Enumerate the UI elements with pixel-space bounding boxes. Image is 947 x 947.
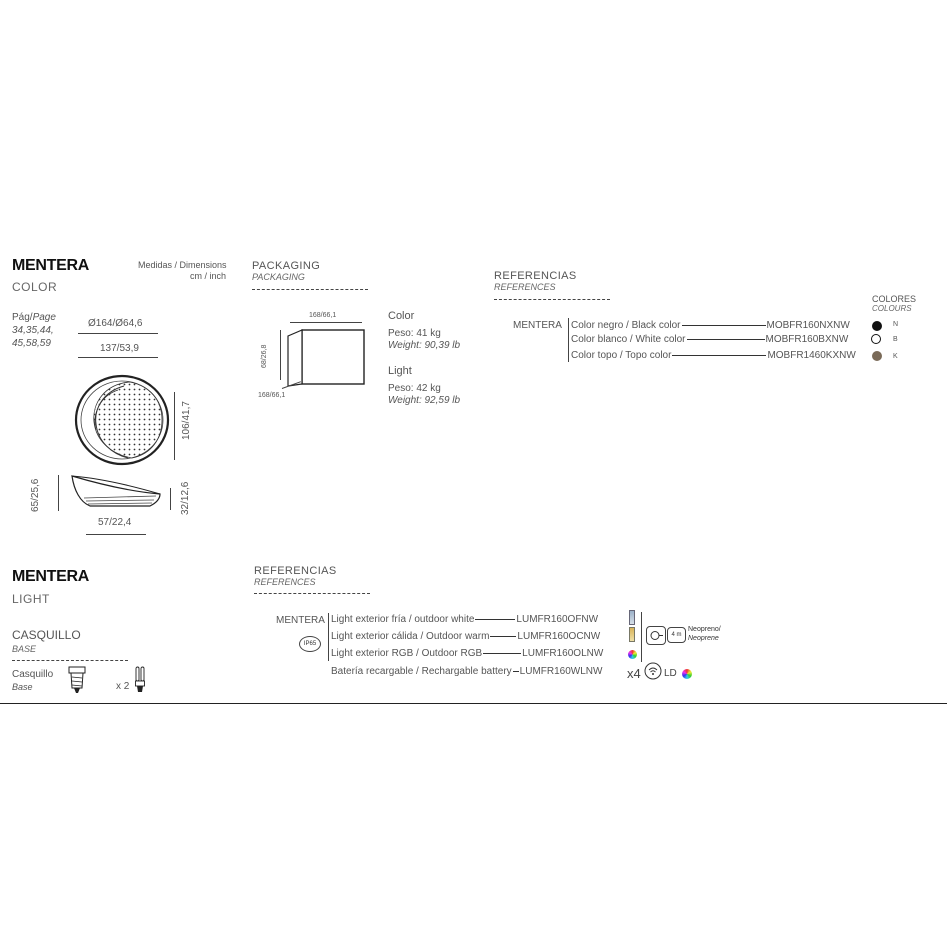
color-ref-label: Color blanco / White color bbox=[571, 334, 686, 345]
leader-line bbox=[682, 325, 766, 326]
dim-diameter-line bbox=[78, 333, 158, 334]
base-header-en: BASE bbox=[12, 644, 37, 654]
dim-width-line bbox=[78, 357, 158, 358]
light-refs-model: MENTERA bbox=[276, 615, 325, 626]
light-refs-bracket bbox=[328, 613, 329, 661]
color-refs-divider bbox=[494, 299, 610, 300]
page-ref-line2: 45,58,59 bbox=[12, 338, 51, 349]
plug-icon bbox=[647, 627, 665, 644]
light-ref-label: Batería recargable / Rechargable battery bbox=[331, 666, 512, 677]
page-label-es: Pág/ bbox=[12, 312, 33, 323]
color-refs-bracket bbox=[568, 318, 569, 362]
rgb-light-icon bbox=[628, 650, 637, 659]
light-ref-row bbox=[331, 631, 600, 642]
packaging-header: PACKAGING bbox=[252, 260, 321, 272]
base-label: Casquillo bbox=[12, 669, 54, 680]
box-top-dim-line bbox=[290, 322, 362, 323]
dim-depth: 106/41,7 bbox=[181, 401, 192, 440]
leader-line bbox=[687, 339, 765, 340]
packaging-color-weight: Peso: 41 kg bbox=[388, 328, 441, 339]
dim-base-width: 57/22,4 bbox=[98, 517, 132, 528]
swatch-letter: K bbox=[893, 353, 898, 360]
ip65-badge: IP65 bbox=[299, 636, 321, 652]
dim-base-width-line bbox=[86, 534, 146, 535]
cable-material: Neopreno/ bbox=[688, 626, 721, 633]
packaging-box-icon bbox=[284, 326, 368, 388]
light-ref-row bbox=[331, 648, 603, 659]
leader-line bbox=[513, 671, 519, 672]
box-top-dim: 168/66,1 bbox=[309, 312, 337, 319]
swatch-black bbox=[872, 321, 882, 331]
light-refs-header: REFERENCIAS bbox=[254, 565, 337, 577]
packaging-light-weight-en: Weight: 92,59 lb bbox=[388, 395, 461, 406]
cable-box-icon bbox=[646, 626, 666, 645]
dimensions-label: Medidas / Dimensions bbox=[138, 260, 227, 270]
color-ref-row bbox=[571, 334, 848, 345]
bottom-rule bbox=[0, 703, 947, 704]
leader-line bbox=[483, 653, 521, 654]
rgb-battery-icon bbox=[682, 669, 692, 679]
product-side-view-icon bbox=[66, 472, 166, 512]
dim-height-line bbox=[58, 475, 59, 511]
light-refs-header-en: REFERENCES bbox=[254, 577, 316, 587]
light-ref-label: Light exterior cálida / Outdoor warm bbox=[331, 631, 490, 642]
packaging-color-weight-en: Weight: 90,39 lb bbox=[388, 340, 461, 351]
dim-depth-line bbox=[174, 392, 175, 460]
leader-line bbox=[672, 355, 766, 356]
colors-header: COLORES bbox=[872, 294, 917, 304]
color-ref-label: Color topo / Topo color bbox=[571, 350, 672, 361]
light-ref-code: LUMFR160OCNW bbox=[517, 631, 601, 642]
light-ref-row bbox=[331, 614, 598, 625]
light-ref-code: LUMFR160WLNW bbox=[519, 666, 603, 677]
cable-material-en: Neoprene bbox=[688, 635, 719, 642]
color-section-title: MENTERA bbox=[12, 257, 90, 274]
box-side-dim-line bbox=[280, 330, 281, 380]
color-ref-code: MOBFR160NXNW bbox=[766, 320, 850, 331]
swatch-letter: N bbox=[893, 321, 899, 328]
battery-count: x4 bbox=[627, 666, 641, 681]
color-section-subtitle: COLOR bbox=[12, 280, 58, 294]
box-side-dim: 68/26,8 bbox=[261, 344, 268, 368]
dim-width: 137/53,9 bbox=[100, 343, 139, 354]
base-label-en: Base bbox=[12, 682, 33, 692]
color-refs-model: MENTERA bbox=[513, 320, 562, 331]
color-refs-header-en: REFERENCES bbox=[494, 282, 556, 292]
dim-base-height-line bbox=[170, 488, 171, 510]
battery-led-label: LD bbox=[664, 668, 677, 679]
packaging-light-weight: Peso: 42 kg bbox=[388, 383, 441, 394]
warm-light-icon bbox=[629, 627, 635, 642]
product-top-view-icon bbox=[72, 372, 172, 468]
colors-header-en: COLOURS bbox=[872, 304, 912, 313]
color-ref-label: Color negro / Black color bbox=[571, 320, 681, 331]
light-ref-label: Light exterior fría / outdoor white bbox=[331, 614, 475, 625]
base-divider bbox=[12, 660, 128, 661]
packaging-light-name: Light bbox=[388, 365, 412, 377]
dim-height: 65/25,6 bbox=[30, 478, 41, 512]
swatch-white bbox=[871, 334, 881, 344]
color-refs-header: REFERENCIAS bbox=[494, 270, 577, 282]
swatch-topo bbox=[872, 351, 882, 361]
light-ref-code: LUMFR160OFNW bbox=[516, 614, 599, 625]
dim-base-height: 32/12,6 bbox=[180, 481, 191, 515]
light-section-subtitle: LIGHT bbox=[12, 592, 50, 606]
bulb-count: x 2 bbox=[116, 681, 130, 692]
light-ref-label: Light exterior RGB / Outdoor RGB bbox=[331, 648, 483, 659]
color-ref-code: MOBFR160BXNW bbox=[765, 334, 849, 345]
swatch-letter: B bbox=[893, 336, 898, 343]
color-ref-code: MOBFR1460KXNW bbox=[767, 350, 856, 361]
page-ref-line1: 34,35,44, bbox=[12, 325, 54, 336]
page-label-en: Page bbox=[32, 312, 56, 323]
light-ref-code: LUMFR160OLNW bbox=[522, 648, 604, 659]
cold-light-icon bbox=[629, 610, 635, 625]
packaging-header-en: PACKAGING bbox=[252, 272, 305, 282]
wireless-icon bbox=[644, 662, 662, 680]
light-section-title: MENTERA bbox=[12, 568, 90, 585]
page-ref-label bbox=[12, 312, 56, 323]
led-bulb-icon bbox=[134, 666, 146, 694]
cable-length-badge: 4 m bbox=[667, 627, 686, 643]
light-ref-row bbox=[331, 666, 602, 677]
e27-base-icon bbox=[68, 666, 86, 696]
color-ref-row bbox=[571, 350, 856, 361]
color-ref-row bbox=[571, 320, 850, 331]
dimensions-units: cm / inch bbox=[190, 271, 227, 281]
base-header: CASQUILLO bbox=[12, 628, 81, 642]
packaging-color-name: Color bbox=[388, 310, 415, 322]
box-bottom-dim: 168/66,1 bbox=[258, 392, 286, 399]
leader-line bbox=[475, 619, 515, 620]
packaging-divider bbox=[252, 289, 368, 290]
dim-diameter: Ø164/Ø64,6 bbox=[88, 318, 143, 329]
leader-line bbox=[490, 636, 516, 637]
light-options-bracket bbox=[641, 612, 642, 662]
light-refs-divider bbox=[254, 593, 370, 594]
